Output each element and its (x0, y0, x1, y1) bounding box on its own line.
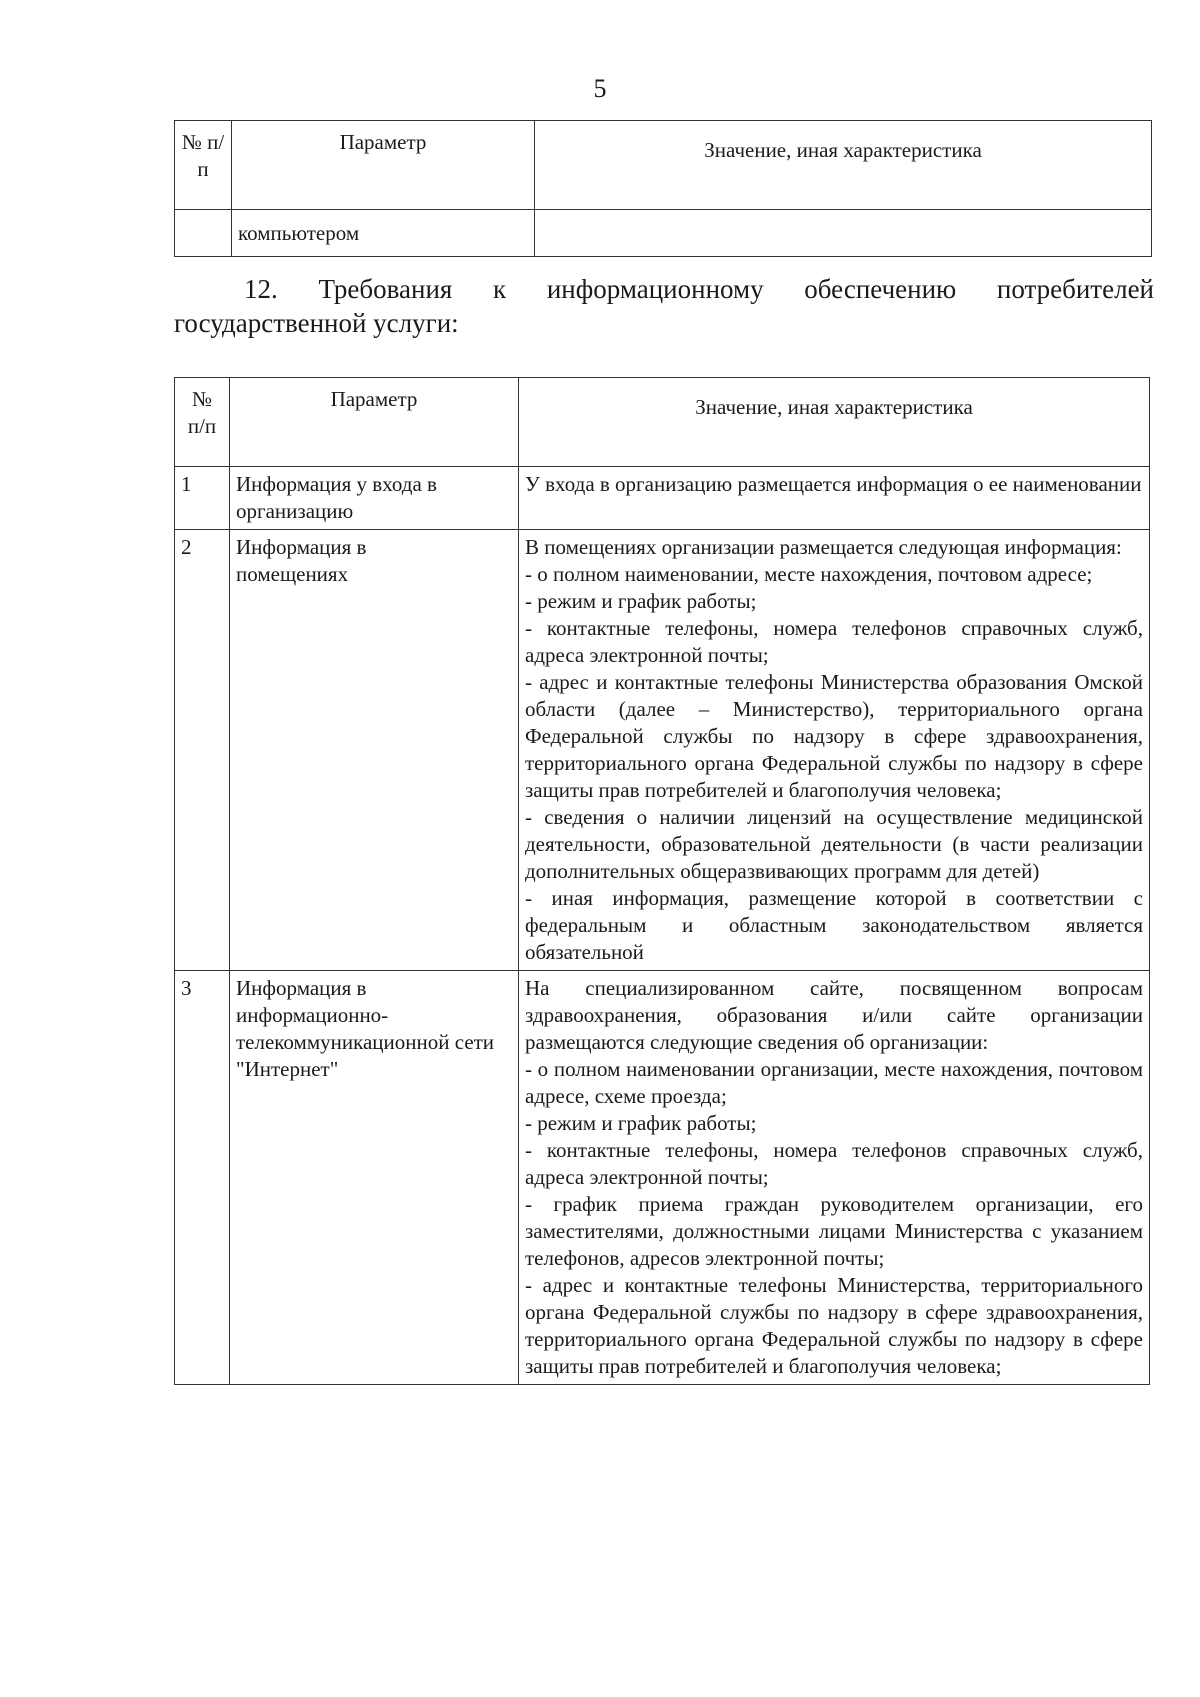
value-line: - о полном наименовании организации, месте нахождения, почтовом адресе, схеме проезда; (525, 1057, 1143, 1108)
value-line: - контактные телефоны, номера телефонов справочных служб, адреса электронной почты; (525, 616, 1143, 667)
row-value (519, 971, 1150, 1385)
parameters-table-continuation (174, 120, 1152, 257)
section-heading-line1: 12. Требования к информационному обеспечению потребителей (244, 274, 1154, 304)
row-num: 3 (175, 971, 230, 1385)
value-line: - режим и график работы; (525, 589, 757, 613)
table-row (175, 530, 1150, 971)
value-line: - график приема граждан руководителем организации, его заместителями, должностными лицами Министерства с указанием телефонов, адресов электронной почты; (525, 1192, 1143, 1270)
row-value (519, 467, 1150, 530)
value-line: - адрес и контактные телефоны Министерства образования Омской области (далее – Министерство), территориального органа Федеральной службы по надзору в сфере здравоохранения, территориального органа Федеральной службы по надзору в сфере защиты прав потребителей и благополучия человека; (525, 670, 1143, 802)
header-param: Параметр (230, 378, 519, 467)
value-line: - контактные телефоны, номера телефонов справочных служб, адреса электронной почты; (525, 1138, 1143, 1189)
row-value (519, 530, 1150, 971)
value-line: На специализированном сайте, посвященном вопросам здравоохранения, образования и/или сайте организации размещаются следующие сведения об организации: (525, 976, 1143, 1054)
value-line: В помещениях организации размещается следующая информация: (525, 535, 1122, 559)
value-line: - режим и график работы; (525, 1111, 757, 1135)
row-num: 2 (175, 530, 230, 971)
table-row (175, 210, 1152, 257)
header-num: № п/п (175, 378, 230, 467)
table-header-row (175, 121, 1152, 210)
table-row (175, 971, 1150, 1385)
row-num (175, 210, 232, 257)
value-line: - о полном наименовании, месте нахождения, почтовом адресе; (525, 562, 1093, 586)
header-value: Значение, иная характеристика (519, 378, 1150, 467)
header-value: Значение, иная характеристика (535, 121, 1152, 210)
header-param: Параметр (232, 121, 535, 210)
page-number: 5 (593, 74, 607, 103)
value-line: - сведения о наличии лицензий на осуществление медицинской деятельности, образовательной деятельности (в части реализации дополнительных общеразвивающих программ для детей) (525, 805, 1143, 883)
section-heading (174, 272, 1154, 340)
row-value (535, 210, 1152, 257)
row-num: 1 (175, 467, 230, 530)
value-line: - адрес и контактные телефоны Министерства, территориального органа Федеральной службы по надзору в сфере здравоохранения, территориального органа Федеральной службы по надзору в сфере защиты прав потребителей и благополучия человека; (525, 1273, 1143, 1378)
table-row (175, 467, 1150, 530)
value-line: - иная информация, размещение которой в соответствии с федеральным и областным законодательством является обязательной (525, 886, 1143, 964)
header-num: № п/п (175, 121, 232, 210)
row-param: Информация в информационно-телекоммуникационной сети "Интернет" (230, 971, 519, 1385)
table-header-row (175, 378, 1150, 467)
row-param: компьютером (232, 210, 535, 257)
information-requirements-table (174, 377, 1150, 1385)
row-param: Информация в помещениях (230, 530, 519, 971)
section-heading-line2: государственной услуги: (174, 308, 459, 338)
row-param: Информация у входа в организацию (230, 467, 519, 530)
value-line: У входа в организацию размещается информация о ее наименовании (525, 472, 1142, 496)
